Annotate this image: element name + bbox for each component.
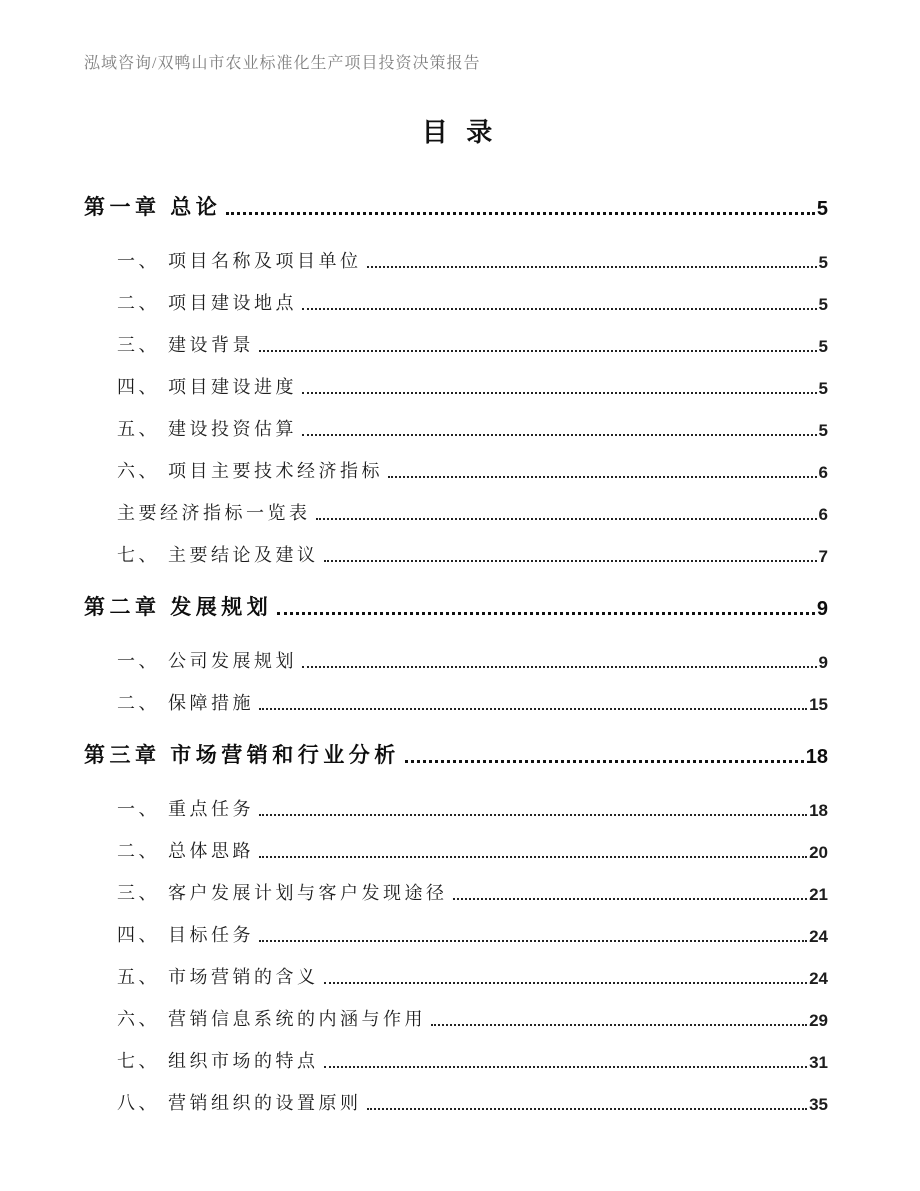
dot-leader: [302, 666, 817, 668]
toc-entry-label: 一、 公司发展规划: [117, 651, 297, 671]
dot-leader: [259, 814, 807, 816]
toc-entry-label: 七、 组织市场的特点: [117, 1051, 319, 1071]
toc-entry-page-number: 5: [816, 198, 828, 220]
toc-entry-page-number: 5: [818, 253, 828, 272]
toc-item-entry: [84, 821, 828, 863]
toc-entry-label: 六、 项目主要技术经济指标: [117, 461, 383, 481]
dot-leader: [226, 212, 815, 215]
toc-item-entry: [84, 863, 828, 905]
toc-entry-page-number: 7: [818, 547, 828, 566]
dot-leader: [324, 560, 817, 562]
dot-leader: [453, 898, 808, 900]
toc-entry-page-number: 5: [818, 337, 828, 356]
toc-entry-page-number: 9: [816, 598, 828, 620]
dot-leader: [259, 856, 807, 858]
toc-entry-label: 四、 目标任务: [117, 925, 254, 945]
toc-entry-page-number: 24: [809, 927, 828, 946]
toc-entry-page-number: 6: [818, 505, 828, 524]
toc-entry-page-number: 18: [805, 746, 828, 768]
dot-leader: [302, 392, 817, 394]
dot-leader: [302, 434, 817, 436]
toc-item-entry: [84, 1031, 828, 1073]
dot-leader: [302, 308, 817, 310]
dot-leader: [259, 708, 807, 710]
toc-item-entry: [84, 947, 828, 989]
dot-leader: [388, 476, 817, 478]
toc-entry-label: 六、 营销信息系统的内涵与作用: [117, 1009, 426, 1029]
toc-entry-label: 三、 客户发展计划与客户发现途径: [117, 883, 448, 903]
toc-entry-page-number: 6: [818, 463, 828, 482]
toc-entry-page-number: 35: [809, 1095, 828, 1114]
toc-entry-label: 主要经济指标一览表: [117, 503, 311, 523]
dot-leader: [324, 1066, 808, 1068]
dot-leader: [324, 982, 808, 984]
toc-item-entry: [84, 399, 828, 441]
toc-entry-label: 八、 营销组织的设置原则: [117, 1093, 362, 1113]
toc-item-entry: [84, 483, 828, 525]
toc-item-entry: [84, 989, 828, 1031]
toc-entry-page-number: 20: [809, 843, 828, 862]
toc-chapter-entry: [84, 179, 828, 221]
toc-entry-page-number: 5: [818, 421, 828, 440]
toc-entry-page-number: 29: [809, 1011, 828, 1030]
toc-entry-page-number: 5: [818, 379, 828, 398]
dot-leader: [316, 518, 817, 520]
toc-entry-page-number: 15: [809, 695, 828, 714]
toc-item-entry: [84, 315, 828, 357]
dot-leader: [259, 350, 817, 352]
toc-entry-label: 二、 项目建设地点: [117, 293, 297, 313]
toc-entry-label: 三、 建设背景: [117, 335, 254, 355]
toc-entry-page-number: 21: [809, 885, 828, 904]
toc-chapter-entry: [84, 579, 828, 621]
dot-leader: [405, 760, 804, 763]
toc-list: [84, 167, 828, 1115]
toc-entry-label: 四、 项目建设进度: [117, 377, 297, 397]
toc-entry-label: 第二章 发展规划: [84, 595, 273, 619]
toc-entry-label: 五、 市场营销的含义: [117, 967, 319, 987]
toc-entry-page-number: 5: [818, 295, 828, 314]
dot-leader: [367, 1108, 808, 1110]
toc-item-entry: [84, 525, 828, 567]
toc-title: 目 录: [421, 118, 499, 147]
toc-entry-label: 第一章 总论: [84, 195, 222, 219]
dot-leader: [367, 266, 817, 268]
dot-leader: [277, 612, 815, 615]
toc-entry-label: 一、 重点任务: [117, 799, 254, 819]
toc-item-entry: [84, 273, 828, 315]
toc-entry-label: 二、 总体思路: [117, 841, 254, 861]
toc-entry-label: 二、 保障措施: [117, 693, 254, 713]
toc-entry-page-number: 31: [809, 1053, 828, 1072]
toc-entry-page-number: 24: [809, 969, 828, 988]
dot-leader: [431, 1024, 807, 1026]
toc-item-entry: [84, 357, 828, 399]
document-header: 泓域咨询/双鸭山市农业标准化生产项目投资决策报告: [84, 55, 481, 72]
toc-entry-label: 五、 建设投资估算: [117, 419, 297, 439]
toc-item-entry: [84, 905, 828, 947]
toc-entry-label: 一、 项目名称及项目单位: [117, 251, 362, 271]
toc-item-entry: [84, 441, 828, 483]
toc-entry-page-number: 18: [809, 801, 828, 820]
toc-item-entry: [84, 779, 828, 821]
toc-entry-page-number: 9: [818, 653, 828, 672]
toc-item-entry: [84, 673, 828, 715]
dot-leader: [259, 940, 807, 942]
toc-item-entry: [84, 631, 828, 673]
toc-item-entry: [84, 1073, 828, 1115]
toc-entry-label: 七、 主要结论及建议: [117, 545, 319, 565]
toc-entry-label: 第三章 市场营销和行业分析: [84, 743, 400, 767]
toc-chapter-entry: [84, 727, 828, 769]
toc-item-entry: [84, 231, 828, 273]
